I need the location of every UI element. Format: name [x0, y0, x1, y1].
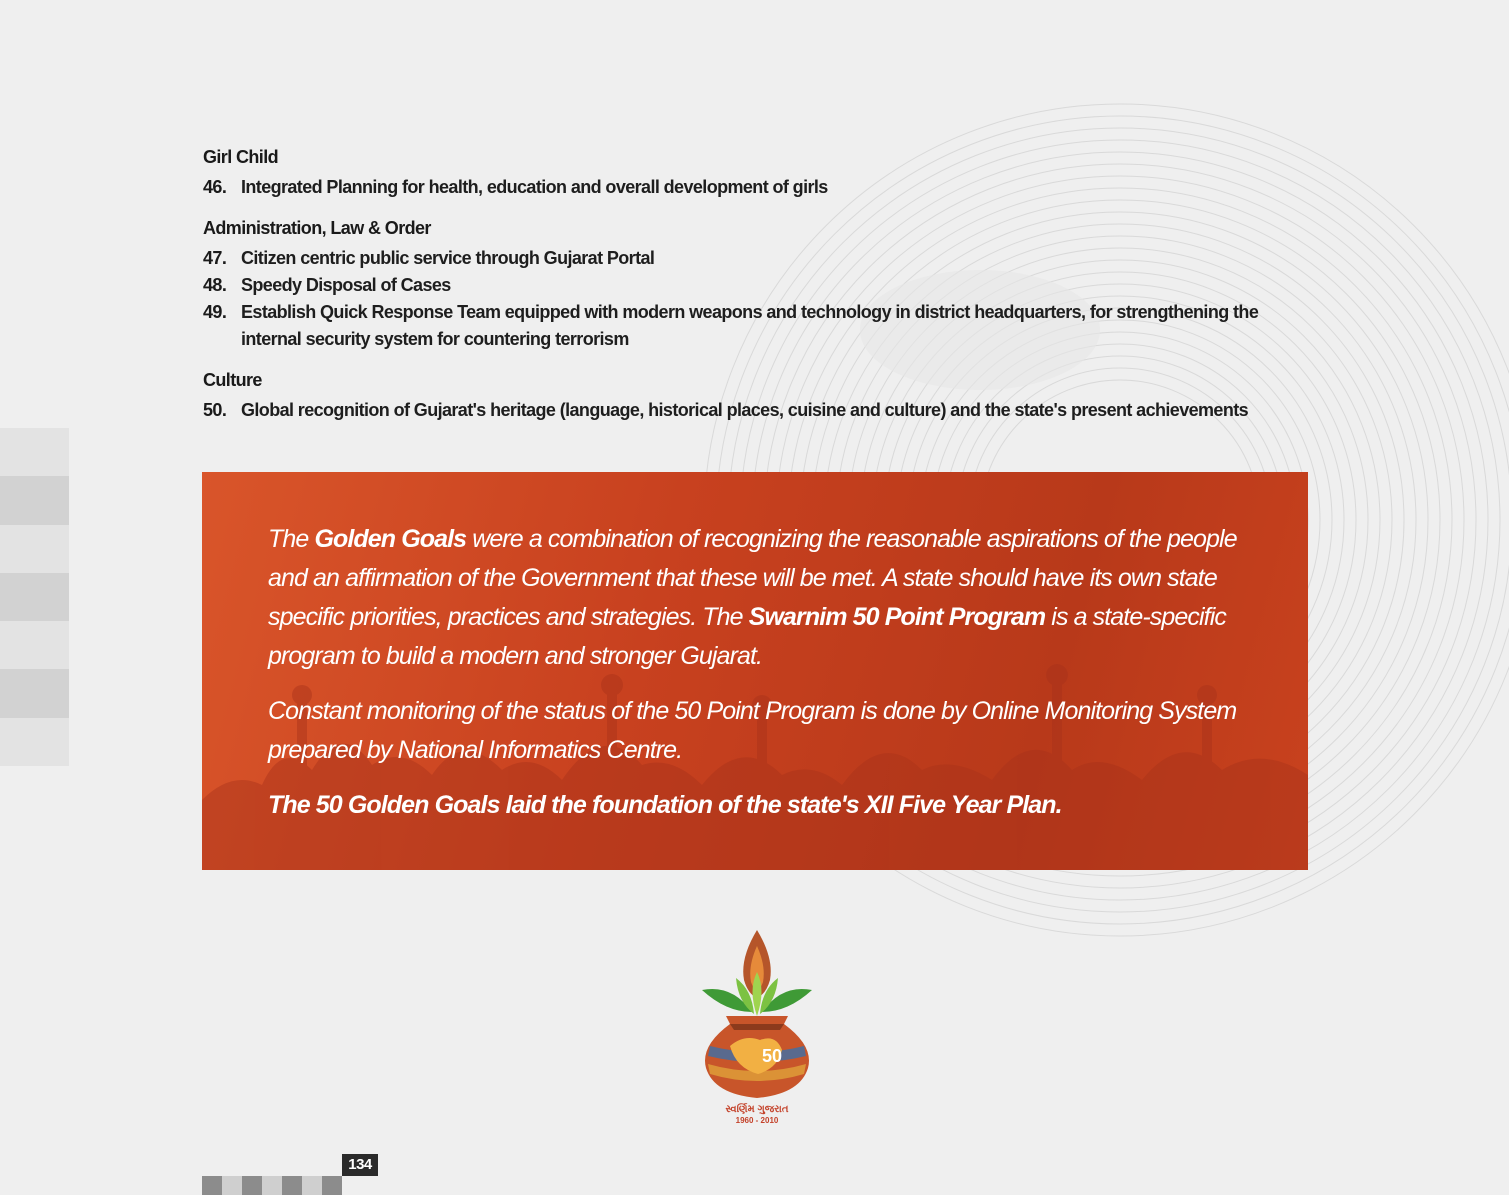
footer-square: [302, 1176, 322, 1195]
list-item: [203, 245, 1318, 272]
swarnim-program-emphasis: Swarnim 50 Point Program: [748, 603, 1046, 631]
emblem-label: સ્વર્ણિમ ગુજરાત: [725, 1104, 789, 1115]
item-number: 47.: [203, 248, 227, 268]
kalash-emblem-graphic: [696, 928, 818, 1104]
section-heading: Administration, Law & Order: [203, 218, 431, 238]
left-decorative-strip: [0, 428, 69, 766]
strip-cell: [0, 669, 69, 717]
strip-cell: [0, 428, 69, 476]
item-text: Citizen centric public service through Gujarat Portal: [241, 248, 655, 268]
item-text: Global recognition of Gujarat's heritage (language, historical places, cuisine and culture) and the state's present achievements: [241, 400, 1249, 420]
callout-text: were a combination of recognizing the reasonable aspirations of the people and an affirmation of the Government that these will be met. A state should have its own state specific priorities, practices and strategies. The: [268, 525, 1237, 631]
callout-text: The: [268, 525, 315, 553]
footer-square: [282, 1176, 302, 1195]
item-text: Integrated Planning for health, education and overall development of girls: [241, 177, 828, 197]
footer-decorative-squares: [202, 1176, 342, 1195]
swarnim-gujarat-logo: [696, 928, 818, 1128]
section-girl-child: [203, 146, 1318, 201]
footer-square: [202, 1176, 222, 1195]
strip-cell: [0, 525, 69, 573]
goals-list: [203, 146, 1318, 440]
list-item: [203, 174, 1318, 201]
strip-cell: [0, 621, 69, 669]
item-number: 49.: [203, 302, 227, 322]
section-heading: Girl Child: [203, 147, 279, 167]
footer-square: [262, 1176, 282, 1195]
item-number: 50.: [203, 400, 227, 420]
emblem-years: 1960 - 2010: [735, 1116, 779, 1125]
golden-goals-callout: [202, 472, 1308, 870]
emblem-number: 50: [762, 1046, 783, 1066]
item-number: 48.: [203, 275, 227, 295]
footer-square: [242, 1176, 262, 1195]
list-item: [203, 397, 1318, 424]
callout-paragraph-2: Constant monitoring of the status of the 50 Point Program is done by Online Monitoring System prepared by National Informatics Centre.: [268, 697, 1237, 764]
page-number: 134: [342, 1154, 378, 1176]
item-number: 46.: [203, 177, 227, 197]
strip-cell: [0, 573, 69, 621]
callout-text: is a state-specific program to build a modern and stronger Gujarat.: [268, 603, 1226, 670]
callout-paragraph-1: [268, 520, 1248, 676]
list-item: [203, 299, 1318, 353]
section-administration: [203, 217, 1318, 353]
item-text: Establish Quick Response Team equipped with modern weapons and technology in district headquarters, for strengthening the internal security system for countering terrorism: [241, 302, 1259, 349]
footer-square: [322, 1176, 342, 1195]
section-culture: [203, 369, 1318, 424]
strip-cell: [0, 718, 69, 766]
callout-paragraph-3: The 50 Golden Goals laid the foundation of the state's XII Five Year Plan.: [268, 791, 1062, 819]
item-text: Speedy Disposal of Cases: [241, 275, 451, 295]
strip-cell: [0, 476, 69, 524]
list-item: [203, 272, 1318, 299]
golden-goals-emphasis: Golden Goals: [314, 525, 467, 553]
footer-square: [222, 1176, 242, 1195]
section-heading: Culture: [203, 370, 262, 390]
